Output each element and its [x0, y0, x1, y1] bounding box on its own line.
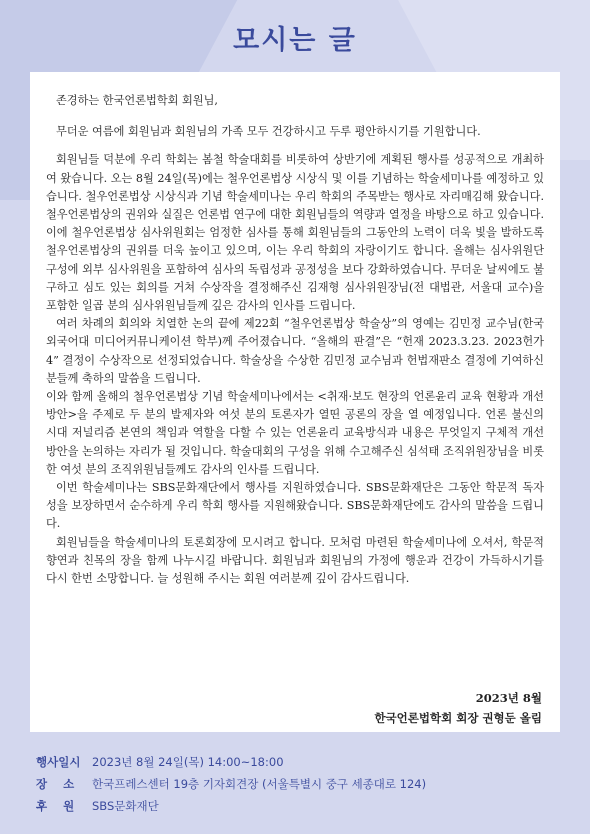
event-venue-value: 한국프레스센터 19층 기자회견장 (서울특별시 중구 세종대로 124): [92, 777, 427, 791]
event-sponsor-label: 후 원: [36, 799, 75, 813]
sign-date: 2023년 8월: [475, 691, 542, 705]
letter-body: [46, 92, 544, 588]
paragraph-6: 회원님들을 학술세미나의 토론회장에 모시려고 합니다. 모처럼 마련된 학술세미나에 오셔서, 학문적 향연과 친목의 장을 함께 나누시길 바랍니다. 회원님과 회원님의 가정에 행운과 건강이 가득하시기를 다시 한번 소망합니다. 늘 성원해 주시는 회원 여러분께 깊이 감사드립니다.: [46, 535, 544, 586]
event-date-value: 2023년 8월 24일(목) 14:00~18:00: [92, 755, 284, 769]
paragraph-2: 회원님들 덕분에 우리 학회는 봄철 학술대회를 비롯하여 상반기에 계획된 행사를 성공적으로 개최하여 왔습니다. 오는 8월 24일(목)에는 철우언론법상 시상식 및 이를 기념하는 학술세미나를 예정하고 있습니다. 철우언론법상 시상식과 기념 학술세미나는 우리 학회의 주목받는 행사로 자리매김해 왔습니다. 철우언론법상의 권위와 실질은 언론법 연구에 대한 회원님들의 역량과 열정을 바탕으로 하고 있습니다. 이에 철우언론법상 심사위원회는 엄정한 심사를 통해 회원님들의 그동안의 노력이 더욱 빛을 발하도록 철우언론법상의 권위를 더욱 높이고 있으며, 이는 우리 학회의 자랑이기도 합니다. 올해는 심사위원단 구성에 외부 심사위원을 포함하여 심사의 독립성과 공정성을 보다 강화하였습니다. 무더운 날씨에도 불구하고 심도 있는 회의를 거쳐 수상작을 결정해주신 김재형 심사위원장님(전 대법관, 서울대 교수)을 포함한 일곱 분의 심사위원님들께 깊은 감사의 인사를 드립니다.: [46, 153, 544, 313]
event-venue-label: 장 소: [36, 777, 75, 791]
sign-name: 한국언론법학회 회장 권형둔 올림: [374, 711, 542, 725]
paragraph-4: 이와 함께 올해의 철우언론법상 기념 학술세미나에서는 <취재·보도 현장의 언론윤리 교육 현황과 개선방안>을 주제로 두 분의 발제자와 여섯 분의 토론자가 열띤 공론의 장을 열 예정입니다. 언론 불신의 시대 저널리즘 본연의 책임과 역할을 다할 수 있는 언론윤리 교육방식과 내용은 무엇일지 구체적 개선방안을 논의하는 자리가 될 것입니다. 학술대회의 구성을 위해 수고해주신 심석태 조직위원장님을 비롯한 여섯 분의 조직위원님들께도 감사의 인사를 드립니다.: [46, 390, 544, 476]
event-venue-row: [36, 773, 566, 795]
paragraph-1: 무더운 여름에 회원님과 회원님의 가족 모두 건강하시고 두루 평안하시기를 기원합니다.: [56, 125, 481, 139]
event-sponsor-row: [36, 795, 566, 817]
event-date-row: [36, 751, 566, 773]
event-date-label: 행사일시: [36, 755, 81, 769]
greeting: 존경하는 한국언론법학회 회원님,: [56, 94, 218, 107]
page-title: 모시는 글: [233, 25, 357, 56]
signature-block: [374, 688, 542, 728]
paragraph-3: 여러 차례의 회의와 치열한 논의 끝에 제22회 “철우언론법상 학술상”의 영예는 김민정 교수님(한국외국어대 미디어커뮤니케이션 학부)께 주어졌습니다. “올해의 판결”은 “헌재 2023.3.23. 2023헌가4” 결정이 수상작으로 선정되었습니다. 학술상을 수상한 김민정 교수님과 헌법재판소 결정에 기여하신 분들께 축하의 말씀을 드립니다.: [46, 317, 544, 385]
event-sponsor-value: SBS문화재단: [92, 799, 159, 813]
paragraph-5: 이번 학술세미나는 SBS문화재단에서 행사를 지원하였습니다. SBS문화재단은 그동안 학문적 독자성을 보장하면서 순수하게 우리 학회 행사를 지원해왔습니다. SBS문화재단에도 감사의 말씀을 드립니다.: [46, 481, 544, 531]
event-info: [36, 751, 566, 817]
